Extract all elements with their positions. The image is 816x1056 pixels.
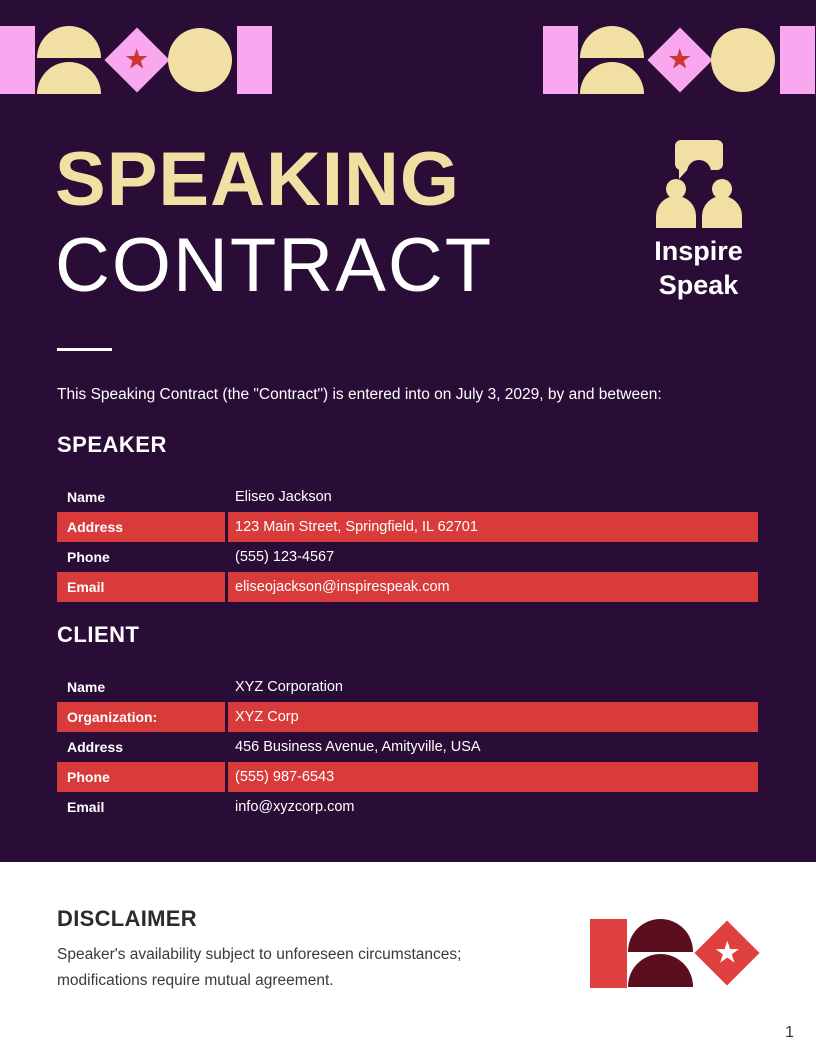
semicircle-shape [580, 62, 644, 94]
row-label: Organization: [67, 709, 158, 725]
disclaimer-text: Speaker's availability subject to unforeseen circumstances; modifications require mutual agreement. [57, 946, 462, 989]
maroon-semicircles [628, 919, 693, 987]
table-row [57, 792, 758, 822]
table-row [57, 482, 758, 512]
title-speaking: SPEAKING [55, 137, 460, 222]
row-value: 123 Main Street, Springfield, IL 62701 [225, 512, 758, 542]
star-icon: ★ [667, 43, 693, 75]
star-icon: ★ [124, 43, 150, 75]
speakers-audience-icon [649, 138, 749, 230]
row-label: Email [67, 799, 105, 815]
logo-line-inspire: Inspire [654, 236, 743, 266]
disclaimer-heading: DISCLAIMER [57, 906, 197, 931]
top-decoration-left [0, 26, 275, 94]
row-label: Name [67, 489, 106, 505]
table-row [57, 512, 758, 542]
table-row [57, 542, 758, 572]
red-rectangle [590, 919, 627, 988]
footer-section [0, 862, 816, 1056]
row-label: Address [67, 519, 124, 535]
row-value: (555) 987-6543 [225, 762, 758, 792]
table-row [57, 762, 758, 792]
table-row [57, 572, 758, 602]
speaker-section-heading: SPEAKER [57, 432, 167, 457]
cream-semicircles [580, 26, 644, 94]
semicircle-shape [628, 954, 693, 987]
cream-circle [168, 28, 232, 92]
top-decoration-right [543, 26, 816, 94]
speaker-table [57, 482, 758, 602]
bottom-decoration [590, 919, 770, 989]
title-contract: CONTRACT [55, 223, 494, 308]
inspire-speak-logo [636, 138, 761, 302]
row-value: 456 Business Avenue, Amityville, USA [235, 739, 481, 755]
table-row [57, 702, 758, 732]
table-row [57, 732, 758, 762]
pink-diamond [647, 27, 712, 92]
pink-rectangle [0, 26, 35, 94]
page-number: 1 [785, 1024, 794, 1041]
semicircle-shape [580, 26, 644, 58]
row-value: info@xyzcorp.com [235, 799, 355, 815]
row-label: Email [67, 579, 105, 595]
row-value: Eliseo Jackson [235, 489, 332, 505]
row-value: XYZ Corporation [235, 679, 343, 695]
cream-circle [711, 28, 775, 92]
pink-rectangle [780, 26, 815, 94]
row-label: Phone [67, 549, 110, 565]
client-table [57, 672, 758, 822]
row-value: (555) 123-4567 [235, 549, 335, 565]
pink-rectangle [543, 26, 578, 94]
row-label: Phone [67, 769, 110, 785]
page-title [55, 137, 493, 309]
intro-text: This Speaking Contract (the "Contract") is entered into on July 3, 2029, by and between: [57, 386, 662, 403]
row-value: XYZ Corp [225, 702, 758, 732]
row-label: Name [67, 679, 106, 695]
pink-diamond [104, 27, 169, 92]
star-icon: ★ [713, 936, 741, 969]
red-diamond [694, 920, 759, 985]
cream-semicircles [37, 26, 101, 94]
semicircle-shape [628, 919, 693, 952]
client-section-heading: CLIENT [57, 622, 140, 647]
row-value: eliseojackson@inspirespeak.com [225, 572, 758, 602]
divider-line [57, 348, 112, 351]
logo-line-speak: Speak [658, 270, 739, 300]
row-label: Address [67, 739, 124, 755]
logo-wordmark [636, 234, 761, 302]
table-row [57, 672, 758, 702]
semicircle-shape [37, 62, 101, 94]
semicircle-shape [37, 26, 101, 58]
pink-rectangle [237, 26, 272, 94]
